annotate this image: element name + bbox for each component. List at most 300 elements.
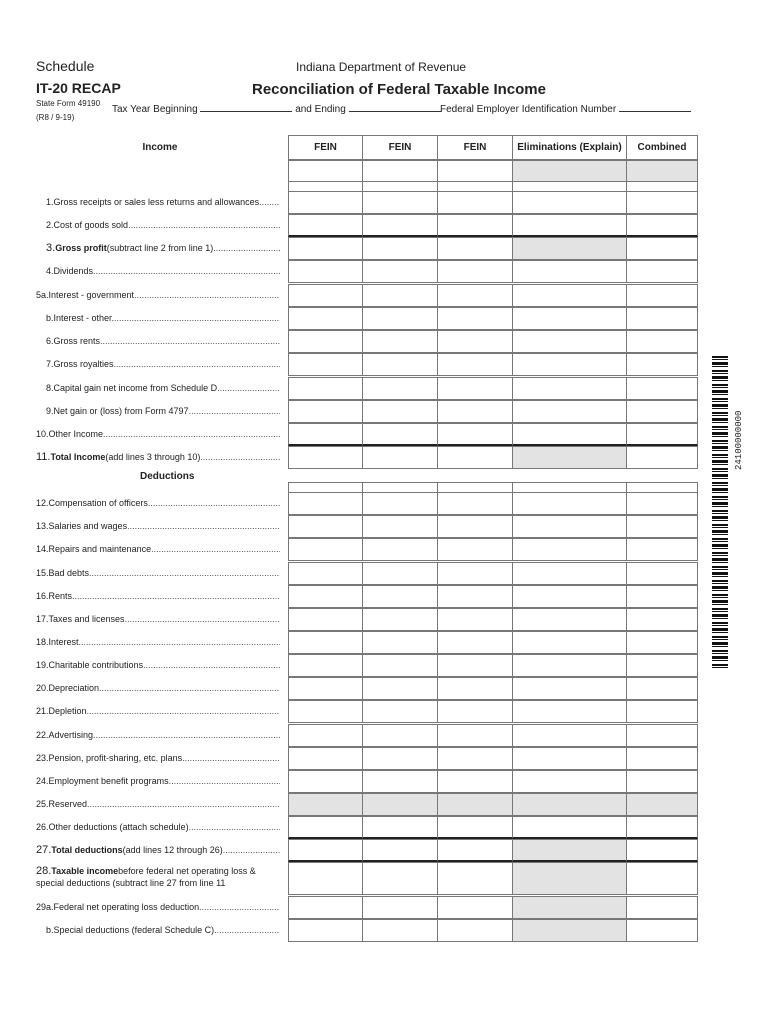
line-1-eliminations-field[interactable] — [512, 214, 627, 237]
line-18-fein-3-field[interactable] — [437, 631, 513, 654]
department-name: Indiana Department of Revenue — [296, 60, 467, 74]
line-29-fein-1-field[interactable] — [288, 896, 363, 919]
line-17-fein-2-field[interactable] — [362, 608, 438, 631]
dot-leader — [259, 197, 280, 207]
line-9-fein-1-field[interactable] — [288, 400, 363, 423]
line-number: 19. — [36, 660, 49, 670]
line-4-fein-3-field[interactable] — [437, 284, 513, 307]
line-19-fein-2-field[interactable] — [362, 654, 438, 677]
line-27-combined-field[interactable] — [626, 839, 698, 862]
line-28-fein-2-field[interactable] — [362, 862, 438, 895]
line-13-combined-field[interactable] — [626, 515, 698, 538]
line-12-fein-3-field[interactable] — [437, 492, 513, 515]
line-30-cells — [288, 919, 698, 942]
line-10-eliminations-field[interactable] — [512, 423, 627, 446]
line-24-combined-field[interactable] — [626, 770, 698, 793]
line-17-combined-field[interactable] — [626, 608, 698, 631]
dot-leader — [103, 429, 280, 439]
line-15-fein-1-field[interactable] — [288, 562, 363, 585]
line-26-fein-3-field[interactable] — [437, 816, 513, 839]
line-number: 4. — [46, 266, 54, 276]
line-8-fein-2-field[interactable] — [362, 377, 438, 400]
line-22-combined-field[interactable] — [626, 724, 698, 747]
line-text: Rents — [48, 591, 73, 601]
line-16-combined-field[interactable] — [626, 585, 698, 608]
line-22-fein-1-field[interactable] — [288, 724, 363, 747]
line-30-fein-2-field[interactable] — [362, 919, 438, 942]
line-number: 16. — [36, 591, 49, 601]
line-9-cells — [288, 400, 698, 423]
line-text: Other Income — [48, 429, 104, 439]
line-label-27 — [36, 844, 280, 856]
line-19-fein-3-field[interactable] — [437, 654, 513, 677]
form-name: IT-20 RECAP — [36, 80, 121, 96]
line-21-combined-field[interactable] — [626, 700, 698, 723]
income-top-blank-fein-2-cell — [362, 160, 438, 182]
line-23-eliminations-field[interactable] — [512, 747, 627, 770]
combined-header-cell — [626, 135, 698, 160]
and-ending-label: and Ending — [295, 104, 346, 115]
income-top-blank-combined-cell — [626, 160, 698, 182]
line-17-eliminations-field[interactable] — [512, 608, 627, 631]
line-label-29 — [36, 901, 280, 913]
line-19-eliminations-field[interactable] — [512, 654, 627, 677]
line-10-combined-field[interactable] — [626, 423, 698, 446]
line-5-combined-field[interactable] — [626, 307, 698, 330]
line-21-eliminations-field[interactable] — [512, 700, 627, 723]
line-number: 3. — [46, 242, 56, 254]
line-bold-text: Taxable income — [51, 866, 119, 876]
income-column-header: Income — [142, 142, 178, 153]
line-25-eliminations-field[interactable] — [512, 793, 627, 816]
line-number: 24. — [36, 776, 49, 786]
line-4-fein-2-field[interactable] — [362, 284, 438, 307]
dot-leader — [114, 359, 280, 369]
line-label-9 — [36, 405, 280, 417]
line-18-fein-2-field[interactable] — [362, 631, 438, 654]
dot-leader — [93, 266, 280, 276]
line-21-fein-2-field[interactable] — [362, 700, 438, 723]
line-16-fein-1-field[interactable] — [288, 585, 363, 608]
line-0-combined-field[interactable] — [626, 191, 698, 214]
line-15-cells — [288, 562, 698, 585]
line-text: (subtract line 2 from line 1) — [106, 243, 214, 253]
line-3-eliminations-field[interactable] — [512, 260, 627, 283]
line-27-fein-1-field[interactable] — [288, 839, 363, 862]
line-30-fein-3-field[interactable] — [437, 919, 513, 942]
line-19-combined-field[interactable] — [626, 654, 698, 677]
line-label-28 — [36, 865, 280, 891]
dot-leader — [214, 925, 280, 935]
line-17-fein-3-field[interactable] — [437, 608, 513, 631]
line-20-cells — [288, 677, 698, 700]
line-24-eliminations-field[interactable] — [512, 770, 627, 793]
line-label-2 — [36, 242, 280, 254]
line-number: 18. — [36, 637, 49, 647]
page-title: Reconciliation of Federal Taxable Income — [252, 81, 546, 98]
line-26-combined-field[interactable] — [626, 816, 698, 839]
line-number: 5a. — [36, 290, 49, 300]
line-18-combined-field[interactable] — [626, 631, 698, 654]
line-text: Interest — [48, 637, 79, 647]
line-number: 22. — [36, 730, 49, 740]
line-25-fein-2-field[interactable] — [362, 793, 438, 816]
line-2-combined-field[interactable] — [626, 237, 698, 260]
fein-label: Federal Employer Identification Number — [440, 104, 617, 115]
line-label-8 — [36, 382, 280, 394]
line-23-fein-2-field[interactable] — [362, 747, 438, 770]
line-13-fein-2-field[interactable] — [362, 515, 438, 538]
line-11-fein-3-field[interactable] — [437, 446, 513, 469]
line-28-cells — [288, 862, 698, 895]
line-4-combined-field[interactable] — [626, 284, 698, 307]
line-label-26 — [36, 821, 280, 833]
line-11-fein-1-field[interactable] — [288, 446, 363, 469]
line-13-eliminations-field[interactable] — [512, 515, 627, 538]
line-1-fein-3-field[interactable] — [437, 214, 513, 237]
line-text: Depreciation — [48, 683, 100, 693]
line-7-fein-2-field[interactable] — [362, 353, 438, 376]
line-28-fein-1-field[interactable] — [288, 862, 363, 895]
fein-column-1-header-cell — [288, 135, 363, 160]
line-2-fein-1-field[interactable] — [288, 237, 363, 260]
line-number: 1. — [46, 197, 54, 207]
line-3-combined-field[interactable] — [626, 260, 698, 283]
line-1-fein-1-field[interactable] — [288, 214, 363, 237]
fein-column-3-header-cell — [437, 135, 513, 160]
line-11-cells — [288, 446, 698, 469]
fein-field[interactable] — [619, 102, 691, 112]
state-form-number: State Form 49190 — [36, 99, 101, 108]
line-text: Gross receipts or sales less returns and allowances — [53, 197, 260, 207]
eliminations-column-header: Eliminations (Explain) — [517, 142, 622, 153]
line-label-22 — [36, 729, 280, 741]
dot-leader — [151, 544, 280, 554]
line-label-0 — [36, 196, 280, 208]
line-number: 23. — [36, 753, 49, 763]
deductions-section-header: Deductions — [140, 471, 195, 482]
line-12-eliminations-field[interactable] — [512, 492, 627, 515]
line-20-fein-3-field[interactable] — [437, 677, 513, 700]
line-label-12 — [36, 497, 280, 509]
line-15-combined-field[interactable] — [626, 562, 698, 585]
line-text: Charitable contributions — [48, 660, 144, 670]
column-header-row — [288, 135, 698, 160]
line-14-cells — [288, 538, 698, 561]
line-5-fein-1-field[interactable] — [288, 307, 363, 330]
dot-leader — [189, 822, 280, 832]
line-label-19 — [36, 659, 280, 671]
line-number: 27. — [36, 844, 52, 856]
line-number: 20. — [36, 683, 49, 693]
line-6-fein-1-field[interactable] — [288, 330, 363, 353]
line-12-cells — [288, 492, 698, 515]
line-15-fein-3-field[interactable] — [437, 562, 513, 585]
line-number: 2. — [46, 220, 54, 230]
line-23-combined-field[interactable] — [626, 747, 698, 770]
line-14-fein-2-field[interactable] — [362, 538, 438, 561]
line-label-3 — [36, 265, 280, 277]
line-7-eliminations-field[interactable] — [512, 353, 627, 376]
line-number: 12. — [36, 498, 49, 508]
line-11-fein-2-field[interactable] — [362, 446, 438, 469]
line-0-fein-2-field[interactable] — [362, 191, 438, 214]
line-0-eliminations-field[interactable] — [512, 191, 627, 214]
line-7-combined-field[interactable] — [626, 353, 698, 376]
line-29-eliminations-field[interactable] — [512, 896, 627, 919]
line-29-combined-field[interactable] — [626, 896, 698, 919]
line-text: Gross royalties — [53, 359, 114, 369]
line-text: Employment benefit programs — [48, 776, 169, 786]
line-text: Salaries and wages — [48, 521, 128, 531]
line-number: 21. — [36, 706, 49, 716]
dot-leader — [93, 730, 280, 740]
line-18-eliminations-field[interactable] — [512, 631, 627, 654]
line-28-fein-3-field[interactable] — [437, 862, 513, 895]
line-23-fein-3-field[interactable] — [437, 747, 513, 770]
line-15-eliminations-field[interactable] — [512, 562, 627, 585]
line-2-eliminations-field[interactable] — [512, 237, 627, 260]
fein-line — [440, 102, 691, 115]
line-number: 6. — [46, 336, 54, 346]
line-13-fein-3-field[interactable] — [437, 515, 513, 538]
line-bold-text: Total Income — [50, 452, 106, 462]
fein-column-2-header: FEIN — [388, 142, 412, 153]
line-26-fein-1-field[interactable] — [288, 816, 363, 839]
line-2-cells — [288, 237, 698, 260]
line-18-fein-1-field[interactable] — [288, 631, 363, 654]
line-6-cells — [288, 330, 698, 353]
line-number: 7. — [46, 359, 54, 369]
line-number: 15. — [36, 568, 49, 578]
line-15-fein-2-field[interactable] — [362, 562, 438, 585]
line-10-fein-1-field[interactable] — [288, 423, 363, 446]
line-13-fein-1-field[interactable] — [288, 515, 363, 538]
line-0-fein-3-field[interactable] — [437, 191, 513, 214]
line-label-1 — [36, 219, 280, 231]
line-22-fein-2-field[interactable] — [362, 724, 438, 747]
income-top-blank-fein-1-cell — [288, 160, 363, 182]
line-text: Net gain or (loss) from Form 4797 — [53, 406, 189, 416]
dot-leader — [169, 776, 280, 786]
line-5-fein-3-field[interactable] — [437, 307, 513, 330]
line-22-eliminations-field[interactable] — [512, 724, 627, 747]
line-11-eliminations-field[interactable] — [512, 446, 627, 469]
income-top-blank-row — [288, 160, 698, 191]
line-3-fein-1-field[interactable] — [288, 260, 363, 283]
line-21-cells — [288, 700, 698, 723]
line-24-fein-1-field[interactable] — [288, 770, 363, 793]
line-7-cells — [288, 353, 698, 376]
line-9-fein-2-field[interactable] — [362, 400, 438, 423]
line-text: before federal net operating loss & special deductions (subtract line 27 from line 11 — [36, 866, 256, 888]
line-2-fein-2-field[interactable] — [362, 237, 438, 260]
fein-column-3-header: FEIN — [463, 142, 487, 153]
line-6-fein-2-field[interactable] — [362, 330, 438, 353]
line-4-fein-1-field[interactable] — [288, 284, 363, 307]
tax-year-ending-field[interactable] — [349, 102, 441, 112]
line-24-fein-2-field[interactable] — [362, 770, 438, 793]
line-text: Capital gain net income from Schedule D — [53, 383, 218, 393]
line-label-20 — [36, 682, 280, 694]
dot-leader — [100, 336, 280, 346]
dot-leader — [223, 845, 280, 855]
line-label-30 — [36, 924, 280, 936]
line-27-eliminations-field[interactable] — [512, 839, 627, 862]
dot-leader — [182, 753, 280, 763]
line-number: 9. — [46, 406, 54, 416]
line-5-eliminations-field[interactable] — [512, 307, 627, 330]
line-text: Compensation of officers — [48, 498, 148, 508]
line-24-fein-3-field[interactable] — [437, 770, 513, 793]
line-14-fein-1-field[interactable] — [288, 538, 363, 561]
line-25-cells — [288, 793, 698, 816]
line-22-cells — [288, 724, 698, 747]
line-20-combined-field[interactable] — [626, 677, 698, 700]
line-16-fein-3-field[interactable] — [437, 585, 513, 608]
line-number: 14. — [36, 544, 49, 554]
line-25-fein-1-field[interactable] — [288, 793, 363, 816]
line-28-eliminations-field[interactable] — [512, 862, 627, 895]
schedule-label: Schedule — [36, 58, 95, 74]
line-number: 17. — [36, 614, 49, 624]
line-5-fein-2-field[interactable] — [362, 307, 438, 330]
line-14-combined-field[interactable] — [626, 538, 698, 561]
line-29-cells — [288, 896, 698, 919]
dot-leader — [200, 452, 280, 462]
line-number: 10. — [36, 429, 49, 439]
line-18-cells — [288, 631, 698, 654]
line-26-fein-2-field[interactable] — [362, 816, 438, 839]
line-0-fein-1-field[interactable] — [288, 191, 363, 214]
line-27-fein-3-field[interactable] — [437, 839, 513, 862]
line-3-fein-2-field[interactable] — [362, 260, 438, 283]
line-23-cells — [288, 747, 698, 770]
line-number: 25. — [36, 799, 49, 809]
line-8-eliminations-field[interactable] — [512, 377, 627, 400]
line-label-6 — [36, 335, 280, 347]
income-top-blank-fein-3-cell — [437, 160, 513, 182]
line-20-eliminations-field[interactable] — [512, 677, 627, 700]
line-number: 26. — [36, 822, 49, 832]
line-22-fein-3-field[interactable] — [437, 724, 513, 747]
line-8-combined-field[interactable] — [626, 377, 698, 400]
line-30-combined-field[interactable] — [626, 919, 698, 942]
dot-leader — [199, 902, 280, 912]
line-6-combined-field[interactable] — [626, 330, 698, 353]
line-16-eliminations-field[interactable] — [512, 585, 627, 608]
line-number: 8. — [46, 383, 54, 393]
line-6-eliminations-field[interactable] — [512, 330, 627, 353]
line-text: Bad debts — [48, 568, 90, 578]
line-text: Taxes and licenses — [48, 614, 125, 624]
line-9-fein-3-field[interactable] — [437, 400, 513, 423]
line-28-combined-field[interactable] — [626, 862, 698, 895]
line-11-combined-field[interactable] — [626, 446, 698, 469]
line-number: b. — [46, 313, 54, 323]
line-10-fein-3-field[interactable] — [437, 423, 513, 446]
line-20-fein-2-field[interactable] — [362, 677, 438, 700]
line-label-13 — [36, 520, 280, 532]
line-1-fein-2-field[interactable] — [362, 214, 438, 237]
dot-leader — [128, 220, 280, 230]
line-label-17 — [36, 613, 280, 625]
line-25-combined-field[interactable] — [626, 793, 698, 816]
line-text: (add lines 3 through 10) — [105, 452, 201, 462]
line-23-fein-1-field[interactable] — [288, 747, 363, 770]
line-12-fein-2-field[interactable] — [362, 492, 438, 515]
line-19-fein-1-field[interactable] — [288, 654, 363, 677]
dot-leader — [125, 614, 280, 624]
line-number: b. — [46, 925, 54, 935]
line-9-combined-field[interactable] — [626, 400, 698, 423]
line-text: Reserved — [48, 799, 88, 809]
line-9-eliminations-field[interactable] — [512, 400, 627, 423]
line-label-10 — [36, 428, 280, 440]
dot-leader — [127, 521, 280, 531]
barcode-number: 24100000000 — [734, 410, 744, 470]
line-3-fein-3-field[interactable] — [437, 260, 513, 283]
line-14-eliminations-field[interactable] — [512, 538, 627, 561]
line-4-cells — [288, 284, 698, 307]
line-7-fein-3-field[interactable] — [437, 353, 513, 376]
line-21-fein-1-field[interactable] — [288, 700, 363, 723]
line-12-fein-1-field[interactable] — [288, 492, 363, 515]
dot-leader — [99, 683, 280, 693]
line-1-combined-field[interactable] — [626, 214, 698, 237]
line-25-fein-3-field[interactable] — [437, 793, 513, 816]
deductions-top-blank-row — [288, 482, 698, 492]
line-text: Cost of goods sold — [53, 220, 129, 230]
line-number: 28. — [36, 865, 52, 877]
line-12-combined-field[interactable] — [626, 492, 698, 515]
line-21-fein-3-field[interactable] — [437, 700, 513, 723]
line-20-fein-1-field[interactable] — [288, 677, 363, 700]
line-29-fein-3-field[interactable] — [437, 896, 513, 919]
line-text: Interest - other — [53, 313, 112, 323]
line-16-fein-2-field[interactable] — [362, 585, 438, 608]
line-text: Pension, profit-sharing, etc. plans — [48, 753, 183, 763]
line-label-16 — [36, 590, 280, 602]
line-24-cells — [288, 770, 698, 793]
tax-year-beginning-field[interactable] — [200, 102, 292, 112]
line-label-24 — [36, 775, 280, 787]
line-6-fein-3-field[interactable] — [437, 330, 513, 353]
line-30-fein-1-field[interactable] — [288, 919, 363, 942]
line-text: Depletion — [48, 706, 87, 716]
line-label-23 — [36, 752, 280, 764]
line-7-fein-1-field[interactable] — [288, 353, 363, 376]
line-17-fein-1-field[interactable] — [288, 608, 363, 631]
line-2-fein-3-field[interactable] — [437, 237, 513, 260]
line-8-fein-1-field[interactable] — [288, 377, 363, 400]
line-text: Repairs and maintenance — [48, 544, 152, 554]
line-10-cells — [288, 423, 698, 446]
line-19-cells — [288, 654, 698, 677]
line-27-cells — [288, 839, 698, 862]
line-8-fein-3-field[interactable] — [437, 377, 513, 400]
line-10-fein-2-field[interactable] — [362, 423, 438, 446]
line-27-fein-2-field[interactable] — [362, 839, 438, 862]
line-26-eliminations-field[interactable] — [512, 816, 627, 839]
line-29-fein-2-field[interactable] — [362, 896, 438, 919]
line-30-eliminations-field[interactable] — [512, 919, 627, 942]
line-label-14 — [36, 543, 280, 555]
line-14-fein-3-field[interactable] — [437, 538, 513, 561]
line-text: Gross rents — [53, 336, 101, 346]
tax-year-line — [112, 102, 441, 115]
line-4-eliminations-field[interactable] — [512, 284, 627, 307]
